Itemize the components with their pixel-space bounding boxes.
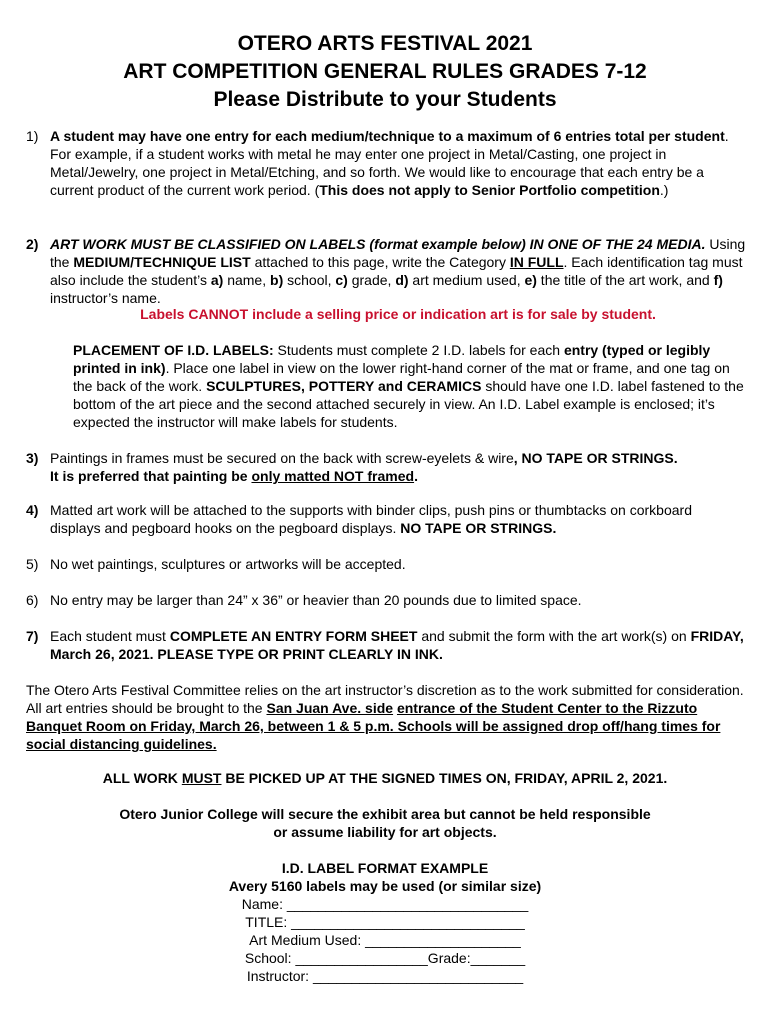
rule-7: 7) Each student must COMPLETE AN ENTRY FORM SHEET and submit the form with the art work(s) on FRIDAY, March 26, 2021. PLEASE TYPE OR PRINT CLEARLY IN INK. (26, 628, 744, 662)
label-example-title: I.D. LABEL FORMAT EXAMPLE (281, 860, 489, 876)
liability-notice: Otero Junior College will secure the exhibit area but cannot be held responsible or assume liability for art objects. (119, 806, 651, 840)
rule-1: 1) A student may have one entry for each medium/technique to a maximum of 6 entries total per student. For example, if a student works with metal he may enter one project in Metal/Casting, one project in Metal/Jewelry, one project in Metal/Etching, and so forth. We would like to encourage that each entry be a current product of the current work period. (This does not apply to Senior Portfolio competition.) (26, 128, 729, 198)
label-example-subtitle: Avery 5160 labels may be used (or similar size) (228, 878, 542, 894)
label-field-instructor: Instructor: ___________________________ (246, 968, 524, 984)
rule-number: 5) (26, 556, 39, 572)
rule-5: 5) No wet paintings, sculptures or artworks will be accepted. (26, 556, 406, 572)
rule-4: 4) Matted art work will be attached to the supports with binder clips, push pins or thumbtacks on corkboard displays and pegboard hooks on the pegboard displays. NO TAPE OR STRINGS. (26, 502, 692, 536)
rule-number: 3) (26, 450, 39, 466)
rule-number: 2) (26, 236, 39, 252)
placement-heading: PLACEMENT OF I.D. LABELS: (73, 342, 274, 358)
label-field-school-grade: School: _________________Grade:_______ (244, 950, 526, 966)
rule-2: 2) ART WORK MUST BE CLASSIFIED ON LABELS (format example below) IN ONE OF THE 24 MEDIA. Using the MEDIUM/TECHNIQUE LIST attached to this page, write the Category IN FULL. Each identification tag must also include the student’s a) name, b) school, c) grade, d) art medium used, e) the title of the art work, and f) instructor’s name. (26, 236, 746, 306)
distribution-note: Please Distribute to your Students (213, 88, 557, 111)
rule-3: 3) Paintings in frames must be secured on the back with screw-eyelets & wire, NO TAPE OR STRINGS. It is preferred that painting be only matted NOT framed. (26, 450, 678, 484)
label-field-name: Name: _______________________________ (241, 896, 529, 912)
pickup-notice: ALL WORK MUST BE PICKED UP AT THE SIGNED TIMES ON, FRIDAY, APRIL 2, 2021. (102, 770, 668, 786)
label-format-example (0, 859, 770, 985)
rule-number: 1) (26, 128, 39, 144)
rule-number: 6) (26, 592, 39, 608)
label-price-warning: Labels CANNOT include a selling price or indication art is for sale by student. (140, 306, 656, 322)
document-subtitle: ART COMPETITION GENERAL RULES GRADES 7-12 (123, 60, 647, 83)
label-field-title: TITLE: ______________________________ (245, 914, 525, 930)
rule-number: 4) (26, 502, 39, 518)
rule-6: 6) No entry may be larger than 24” x 36” or heavier than 20 pounds due to limited space. (26, 592, 582, 608)
document-title: OTERO ARTS FESTIVAL 2021 (237, 32, 533, 55)
rule-number: 7) (26, 628, 39, 644)
placement-of-labels: PLACEMENT OF I.D. LABELS: Students must complete 2 I.D. labels for each entry (typed or legibly printed in ink). Place one label in view on the lower right-hand corner of the mat or frame, and one tag on the back of the work. SCULPTURES, POTTERY and CERAMICS should have one I.D. label fastened to the bottom of the art piece and the second attached securely in view. An I.D. Label example is enclosed; it’s expected the instructor will make labels for students. (73, 342, 744, 430)
committee-paragraph: The Otero Arts Festival Committee relies on the art instructor’s discretion as to the work submitted for consideration. All art entries should be brought to the San Juan Ave. side entrance of the Student Center to the Rizzuto Banquet Room on Friday, March 26, between 1 & 5 p.m. Schools will be assigned drop off/hang times for social distancing guidelines. (26, 682, 744, 752)
label-field-medium: Art Medium Used: ____________________ (249, 932, 521, 948)
rule-2-heading: ART WORK MUST BE CLASSIFIED ON LABELS (format example below) IN ONE OF THE 24 MEDIA. (50, 236, 706, 252)
rule-1-emphasis: A student may have one entry for each medium/technique to a maximum of 6 entries total per student (50, 128, 725, 144)
